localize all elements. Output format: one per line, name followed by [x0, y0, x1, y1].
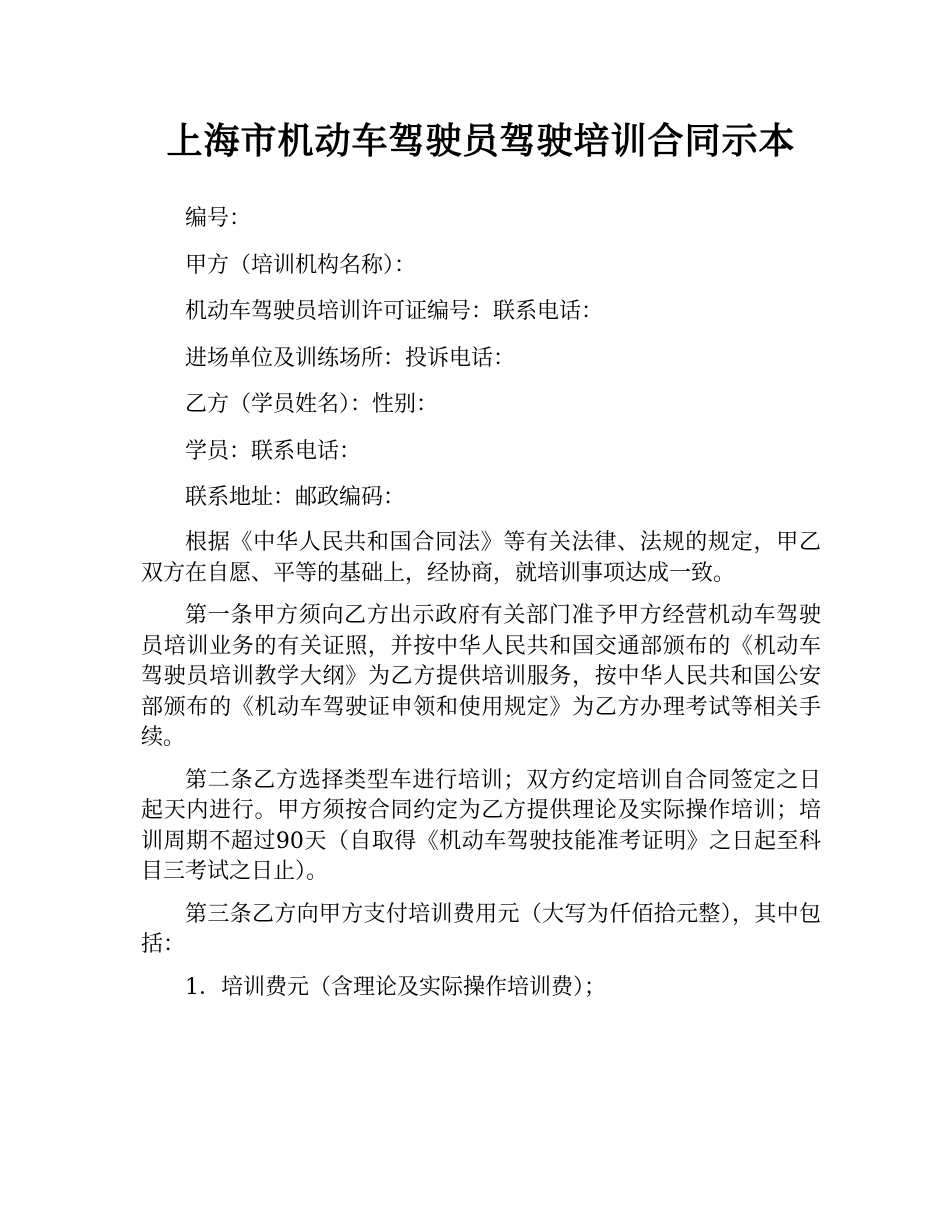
contract-number-line: 编号： — [185, 206, 252, 231]
article-1-paragraph: 第一条甲方须向乙方出示政府有关部门准予甲方经营机动车驾驶员培训业务的有关证照，并按中华人民共和国交通部颁布的《机动车驾驶员培训教学大纲》为乙方提供培训服务，按中华人民共和国公安部颁布的《机动车驾驶证申领和使用规定》为乙方办理考试等相关手续。 — [141, 603, 821, 750]
student-phone-line: 学员：联系电话： — [185, 438, 362, 464]
preamble-paragraph: 根据《中华人民共和国合同法》等有关法律、法规的规定，甲乙双方在自愿、平等的基础上，经协商，就培训事项达成一致。 — [141, 530, 821, 586]
contract-header-fields — [141, 202, 821, 528]
training-site-line: 进场单位及训练场所：投诉电话： — [185, 345, 516, 371]
contract-body — [141, 528, 821, 1015]
article-3-paragraph: 第三条乙方向甲方支付培训费用元（大写为仟佰拾元整），其中包括： — [141, 901, 821, 957]
article-2-paragraph: 第二条乙方选择类型车进行培训；双方约定培训自合同签定之日起天内进行。甲方须按合同约定为乙方提供理论及实际操作培训；培训周期不超过90天（自取得《机动车驾驶技能准考证明》之日起至科目三考试之日止）。 — [141, 767, 821, 884]
contact-address-line: 联系地址：邮政编码： — [185, 485, 406, 510]
license-number-line: 机动车驾驶员培训许可证编号：联系电话： — [185, 299, 604, 324]
document-title: 上海市机动车驾驶员驾驶培训合同示本 — [166, 121, 796, 162]
party-b-name-line: 乙方（学员姓名）：性别： — [185, 392, 439, 417]
party-a-name-line: 甲方（培训机构名称）： — [185, 252, 417, 278]
article-3-item-1: 1．培训费元（含理论及实际操作培训费）； — [185, 974, 606, 1000]
